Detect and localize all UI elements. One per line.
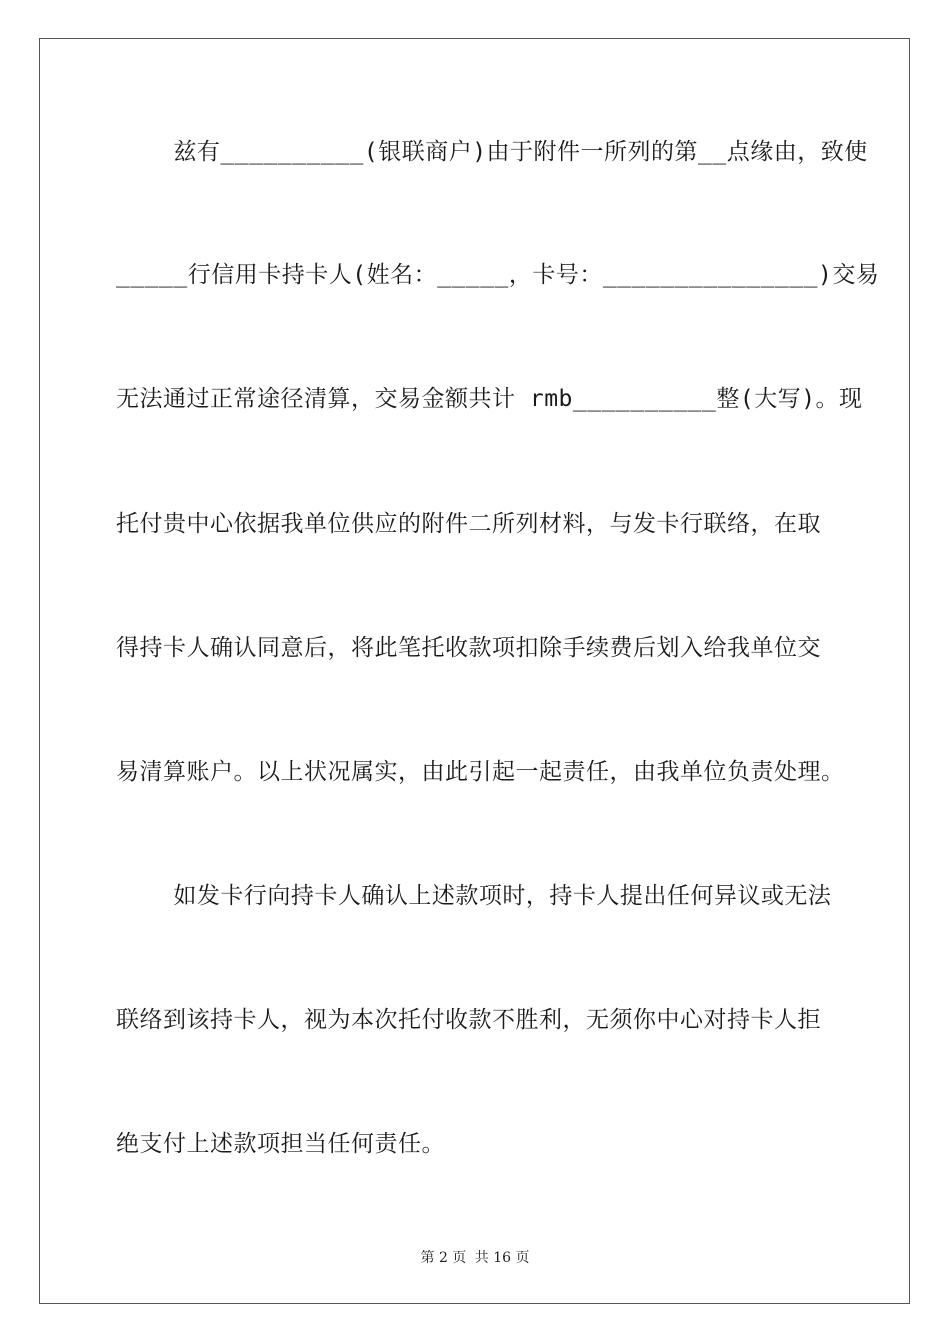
paragraph-line-3: 无法通过正常途径清算，交易金额共计 rmb__________整(大写)。现: [116, 386, 863, 412]
paragraph-line-2: _____行信用卡持卡人(姓名：_____，卡号：_______________)交易: [116, 262, 880, 288]
paragraph-line-7: 如发卡行向持卡人确认上述款项时，持卡人提出任何异议或无法: [116, 883, 832, 909]
paragraph-line-5: 得持卡人确认同意后，将此笔托收款项扣除手续费后划入给我单位交: [116, 635, 821, 661]
paragraph-line-9: 绝支付上述款项担当任何责任。: [116, 1131, 445, 1157]
page-border: [39, 38, 910, 1304]
page-number: 第 2 页: [420, 1250, 467, 1266]
paragraph-line-8: 联络到该持卡人，视为本次托付收款不胜利，无须你中心对持卡人拒: [116, 1007, 821, 1033]
paragraph-line-4: 托付贵中心依据我单位供应的附件二所列材料，与发卡行联络，在取: [116, 511, 821, 537]
paragraph-line-1: 兹有__________(银联商户)由于附件一所列的第__点缘由，致使: [116, 139, 868, 165]
paragraph-line-6: 易清算账户。以上状况属实，由此引起一起责任，由我单位负责处理。: [116, 759, 845, 785]
total-pages: 共 16 页: [474, 1250, 530, 1266]
page-footer: [0, 1247, 950, 1267]
